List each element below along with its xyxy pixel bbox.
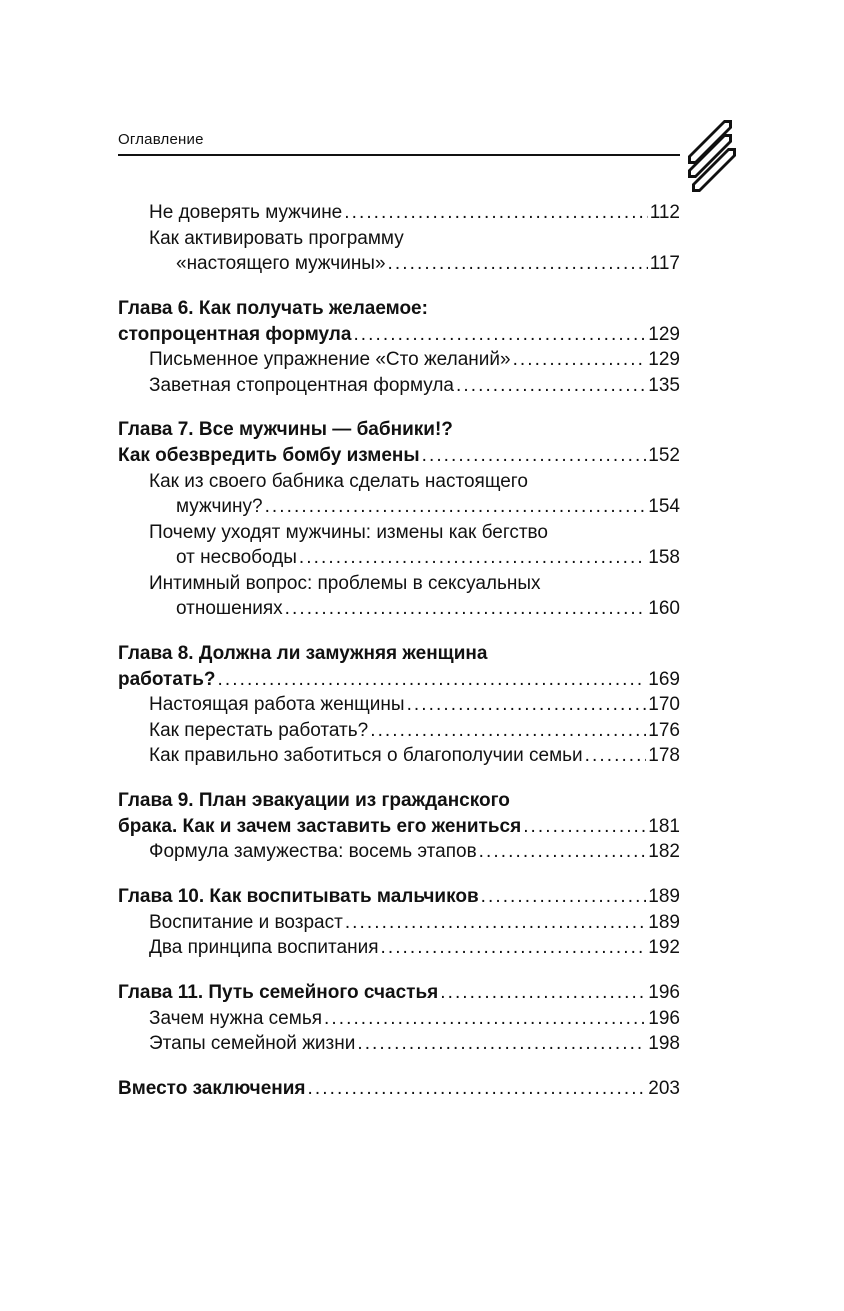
- toc-entry-title: Как обезвредить бомбу измены: [118, 445, 420, 466]
- toc-entry-title: Не доверять мужчине: [149, 202, 343, 223]
- toc-entry-title: Заветная стопроцентная формула: [149, 374, 455, 396]
- toc-page-number: 192: [648, 937, 680, 958]
- dot-leader: [285, 596, 647, 622]
- toc-entry-line: [149, 347, 680, 373]
- toc-entry-line: [149, 910, 680, 936]
- toc-page-number: 176: [648, 719, 680, 741]
- toc-entry-title: Настоящая работа женщины: [149, 694, 405, 715]
- dot-leader: [308, 1075, 647, 1102]
- toc-entry-title: Глава 6. Как получать желаемое:: [118, 297, 428, 319]
- toc-entry-title: Почему уходят мужчины: измены как бегство: [149, 521, 548, 543]
- toc-entry-line: [149, 743, 680, 769]
- toc-entry-line: [118, 1075, 680, 1102]
- toc-section-entry[interactable]: [118, 520, 680, 571]
- toc-entry-line: [149, 839, 680, 865]
- toc-entry-line: [149, 545, 680, 571]
- toc-entry-line: [149, 373, 680, 399]
- toc-entry-title: Воспитание и возраст: [149, 911, 343, 933]
- dot-leader: [324, 1006, 646, 1032]
- toc-entry-line: [149, 1006, 680, 1032]
- toc-entry-title: Как активировать программу: [149, 227, 404, 249]
- toc-entry-line: [149, 226, 680, 252]
- header-rule: [118, 154, 680, 156]
- toc-entry-title: Как из своего бабника сделать настоящего: [149, 470, 528, 492]
- dot-leader: [357, 1031, 646, 1057]
- dot-leader: [422, 443, 647, 469]
- toc-chapter-entry[interactable]: [118, 883, 680, 910]
- dot-leader: [479, 839, 647, 865]
- dot-leader: [523, 814, 646, 840]
- dot-leader: [345, 910, 646, 936]
- toc-entry-line: [118, 416, 680, 443]
- toc-entry-line: [149, 1031, 680, 1057]
- toc-entry-line: [118, 443, 680, 469]
- toc-chapter-entry[interactable]: [118, 1075, 680, 1102]
- toc-section-entry[interactable]: [118, 718, 680, 744]
- dot-leader: [380, 935, 646, 961]
- toc-entry-title: Зачем нужна семья: [149, 1007, 323, 1029]
- toc-section-entry[interactable]: [118, 200, 680, 226]
- toc-section-entry[interactable]: [118, 373, 680, 399]
- toc-page-number: 158: [648, 547, 680, 568]
- toc-chapter-entry[interactable]: [118, 640, 680, 693]
- toc-entry-line: [149, 200, 680, 226]
- section-gap: [118, 622, 680, 640]
- toc-section-entry[interactable]: [118, 1006, 680, 1032]
- toc-entry-title: Как правильно заботиться о благополучии семьи: [149, 745, 583, 766]
- toc-entry-title: «настоящего мужчины»: [176, 253, 386, 274]
- toc-page-number: 182: [648, 841, 680, 862]
- toc-section-entry[interactable]: [118, 743, 680, 769]
- toc-page-number: 152: [648, 445, 680, 466]
- toc-entry-line: [149, 935, 680, 961]
- toc-entry-line: [118, 883, 680, 910]
- dot-leader: [353, 322, 646, 348]
- toc-page-number: 169: [648, 668, 680, 690]
- toc-page-number: 189: [648, 885, 680, 907]
- section-gap: [118, 277, 680, 295]
- toc-entry-line: [118, 814, 680, 840]
- section-gap: [118, 865, 680, 883]
- toc-page-number: 203: [648, 1077, 680, 1099]
- toc-page-number: 160: [648, 598, 680, 619]
- toc-entry-line: [118, 787, 680, 814]
- dot-leader: [481, 883, 647, 910]
- toc-entry-line: [149, 251, 680, 277]
- dot-leader: [440, 979, 646, 1006]
- toc-chapter-entry[interactable]: [118, 295, 680, 348]
- toc-entry-title: от несвободы: [176, 547, 297, 568]
- dot-leader: [513, 347, 647, 373]
- toc-page-number: 181: [648, 815, 680, 837]
- toc-entry-title: Глава 7. Все мужчины — бабники!?: [118, 419, 453, 440]
- publisher-logo-icon: [688, 120, 736, 192]
- toc-section-entry[interactable]: [118, 1031, 680, 1057]
- toc-entry-title: отношениях: [176, 598, 283, 619]
- toc-entry-title: Этапы семейной жизни: [149, 1033, 356, 1054]
- toc-page-number: 196: [648, 981, 680, 1003]
- toc-section-entry[interactable]: [118, 935, 680, 961]
- dot-leader: [265, 494, 647, 520]
- toc-section-entry[interactable]: [118, 226, 680, 277]
- toc-page-number: 178: [648, 745, 680, 766]
- toc-page-number: 198: [648, 1033, 680, 1054]
- dot-leader: [299, 545, 646, 571]
- section-gap: [118, 769, 680, 787]
- toc-entry-title: Глава 10. Как воспитывать мальчиков: [118, 885, 479, 907]
- dot-leader: [218, 667, 647, 693]
- toc-entry-title: Глава 11. Путь семейного счастья: [118, 981, 439, 1003]
- dot-leader: [585, 743, 647, 769]
- toc-entry-title: мужчину?: [176, 496, 263, 517]
- toc-entry-line: [118, 640, 680, 667]
- section-gap: [118, 1057, 680, 1075]
- toc-entry-line: [118, 322, 680, 348]
- toc-section-entry[interactable]: [118, 571, 680, 622]
- toc-entry-line: [118, 295, 680, 322]
- toc-entry-line: [149, 520, 680, 546]
- section-gap: [118, 961, 680, 979]
- toc-chapter-entry[interactable]: [118, 979, 680, 1006]
- toc-entry-title: Формула замужества: восемь этапов: [149, 841, 477, 862]
- toc-section-entry[interactable]: [118, 347, 680, 373]
- toc-page-number: 154: [648, 496, 680, 517]
- toc-section-entry[interactable]: [118, 839, 680, 865]
- toc-entry-title: Как перестать работать?: [149, 719, 369, 741]
- toc-entry-title: Глава 9. План эвакуации из гражданского: [118, 789, 510, 811]
- toc-section-entry[interactable]: [118, 910, 680, 936]
- dot-leader: [388, 251, 648, 277]
- toc-entry-line: [149, 718, 680, 744]
- dot-leader: [370, 718, 646, 744]
- toc-page-number: 112: [649, 202, 680, 223]
- running-header: Оглавление: [118, 131, 204, 148]
- toc-page-number: 170: [648, 694, 680, 715]
- toc-chapter-entry[interactable]: [118, 787, 680, 840]
- table-of-contents: [118, 200, 680, 1102]
- toc-section-entry[interactable]: [118, 692, 680, 718]
- toc-entry-title: Два принципа воспитания: [149, 937, 379, 958]
- dot-leader: [407, 692, 647, 718]
- toc-entry-title: стопроцентная формула: [118, 323, 352, 345]
- toc-page-number: 129: [648, 349, 680, 370]
- toc-entry-title: Письменное упражнение «Сто желаний»: [149, 349, 511, 370]
- toc-entry-line: [149, 571, 680, 597]
- toc-entry-title: Интимный вопрос: проблемы в сексуальных: [149, 572, 541, 594]
- dot-leader: [344, 200, 647, 226]
- toc-entry-title: Вместо заключения: [118, 1077, 306, 1099]
- dot-leader: [456, 373, 646, 399]
- toc-entry-title: Глава 8. Должна ли замужняя женщина: [118, 642, 488, 664]
- toc-section-entry[interactable]: [118, 469, 680, 520]
- toc-entry-line: [149, 469, 680, 495]
- toc-entry-line: [149, 494, 680, 520]
- toc-entry-line: [118, 667, 680, 693]
- toc-page-number: 135: [648, 374, 680, 396]
- toc-entry-line: [149, 596, 680, 622]
- toc-page-number: 117: [649, 253, 680, 274]
- section-gap: [118, 398, 680, 416]
- toc-entry-line: [118, 979, 680, 1006]
- toc-page-number: 196: [648, 1007, 680, 1029]
- toc-entry-title: брака. Как и зачем заставить его жениться: [118, 815, 522, 837]
- toc-page-number: 129: [648, 323, 680, 345]
- toc-chapter-entry[interactable]: [118, 416, 680, 469]
- toc-entry-line: [149, 692, 680, 718]
- toc-page-number: 189: [648, 911, 680, 933]
- toc-entry-title: работать?: [118, 668, 216, 690]
